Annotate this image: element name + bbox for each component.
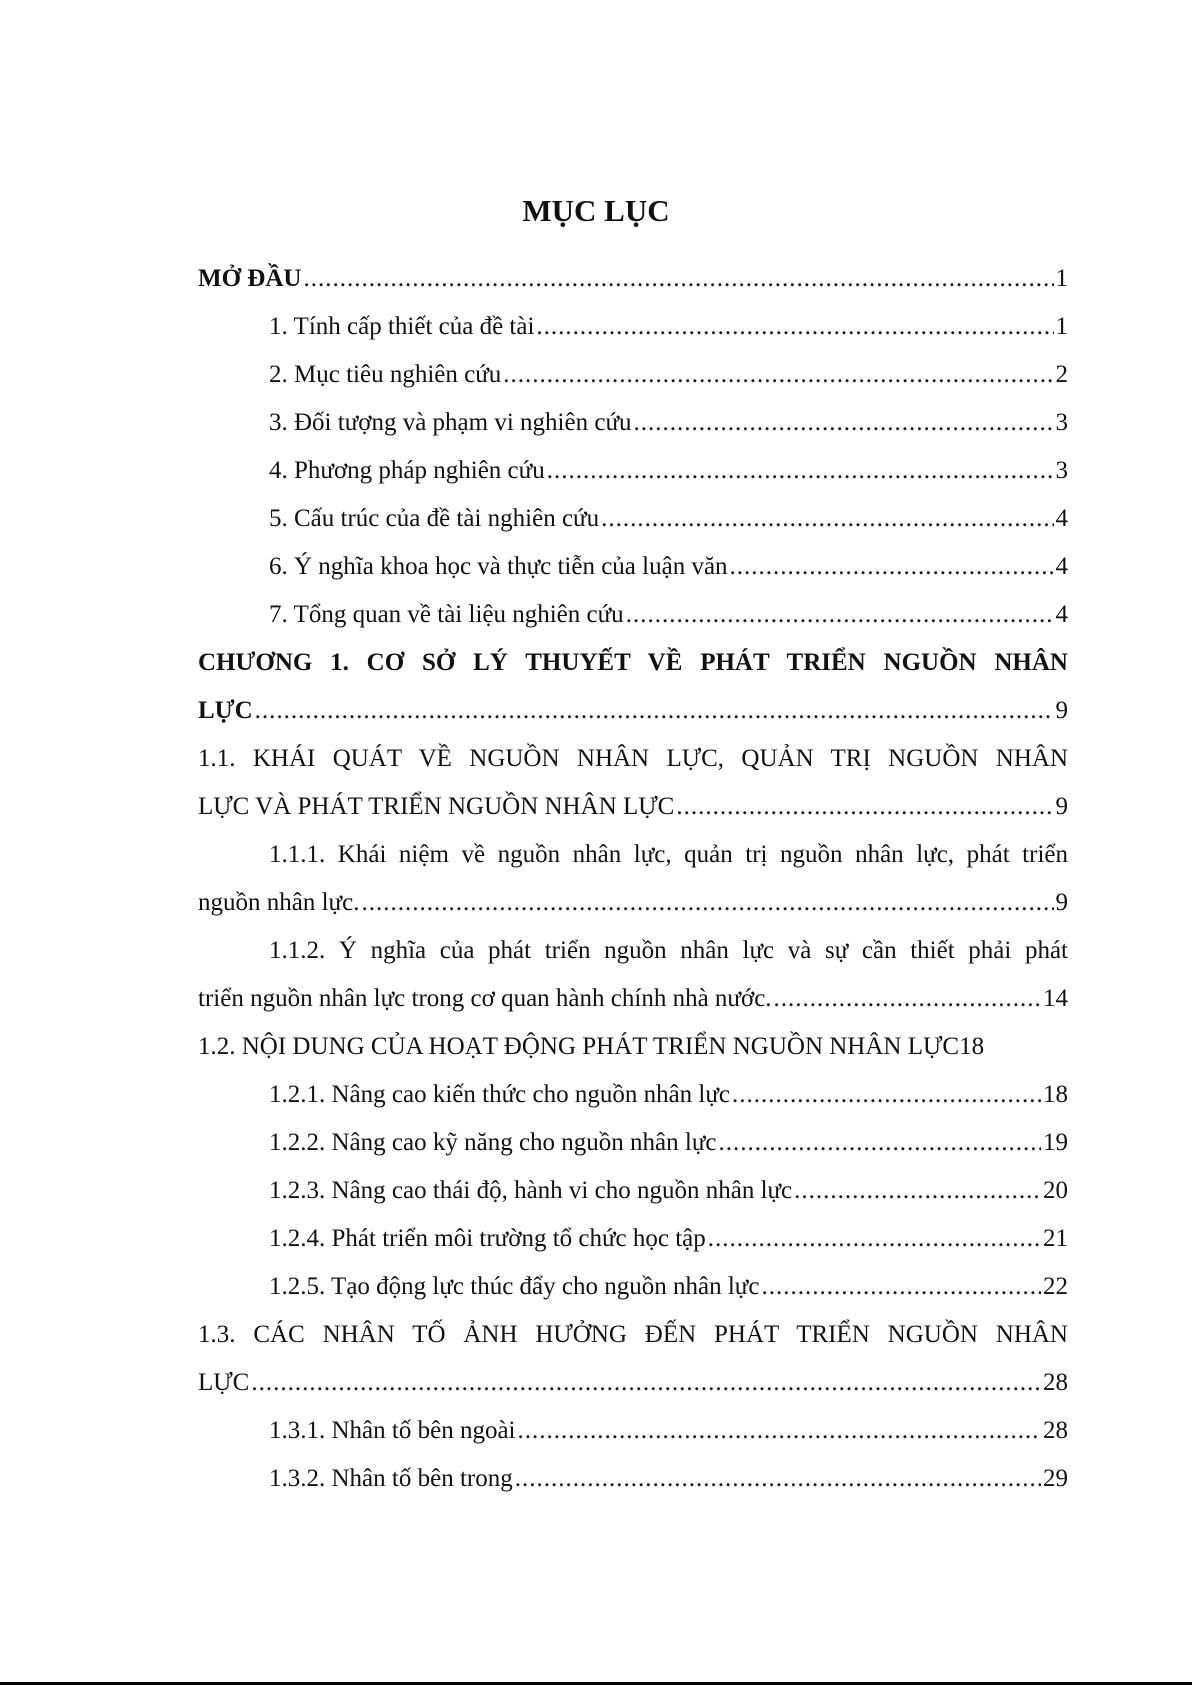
page-title: MỤC LỤC [522, 193, 670, 228]
toc-entry-text: 1.1.2. Ý nghĩa của phát triển nguồn nhân lực và sự cần thiết phải phát [269, 937, 1068, 964]
toc-page-number: 29 [1043, 1465, 1068, 1492]
toc-page-number: 28 [1043, 1369, 1068, 1396]
toc-entry[interactable] [198, 1014, 1068, 1062]
toc-entry-second-line[interactable] [198, 966, 1068, 1014]
toc-entry[interactable] [198, 390, 1068, 438]
dot-leader [517, 1416, 1041, 1446]
toc-entry-text: 5. Cấu trúc của đề tài nghiên cứu [269, 505, 600, 532]
toc-entry[interactable] [198, 294, 1068, 342]
toc-entry-text: 3. Đối tượng và phạm vi nghiên cứu [269, 409, 632, 436]
toc-entry-text: 1.2.2. Nâng cao kỹ năng cho nguồn nhân lực [269, 1129, 717, 1156]
dot-leader [794, 1176, 1041, 1206]
toc-page-number: 18 [1043, 1081, 1068, 1108]
toc-entry-text: 1.2.1. Nâng cao kiến thức cho nguồn nhân lực [269, 1081, 731, 1108]
dot-leader [761, 1272, 1041, 1302]
toc-entry-second-line[interactable] [198, 774, 1068, 822]
toc-page-number: 1 [1055, 265, 1068, 292]
toc-page-number: 14 [1043, 985, 1068, 1012]
toc-entry-text: 1.2. NỘI DUNG CỦA HOẠT ĐỘNG PHÁT TRIỂN NGUỒN NHÂN LỰC [198, 1033, 960, 1060]
toc-page-number: 3 [1055, 409, 1068, 436]
toc-entry-text: MỞ ĐẦU [198, 265, 302, 292]
toc-entry-second-line[interactable] [198, 678, 1068, 726]
dot-leader [634, 408, 1054, 438]
toc-page-number: 18 [959, 1033, 985, 1060]
toc-entry[interactable] [198, 438, 1068, 486]
toc-page-number: 9 [1055, 793, 1068, 820]
toc-entry-second-line[interactable] [198, 1350, 1068, 1398]
toc-entry-text: 6. Ý nghĩa khoa học và thực tiễn của luận văn [269, 553, 728, 580]
dot-leader [503, 360, 1053, 390]
dot-leader [730, 552, 1054, 582]
dot-leader [601, 504, 1053, 534]
toc-entry[interactable] [198, 1254, 1068, 1302]
toc-entry-text: 1.2.5. Tạo động lực thúc đẩy cho nguồn nhân lực [269, 1273, 760, 1300]
toc-entry-text: 4. Phương pháp nghiên cứu [269, 457, 545, 484]
dot-leader [708, 1224, 1041, 1254]
toc-entry-first-line[interactable] [198, 1302, 1068, 1350]
toc-entry-text: triển nguồn nhân lực trong cơ quan hành chính nhà nước. [198, 985, 772, 1012]
toc-entry-text: 1.3.2. Nhân tố bên trong [269, 1465, 513, 1492]
toc-entry-text: LỰC [198, 697, 253, 724]
toc-page-number: 1 [1055, 313, 1068, 340]
toc-entry[interactable] [198, 1206, 1068, 1254]
toc-entry-text: 1.2.3. Nâng cao thái độ, hành vi cho nguồn nhân lực [269, 1177, 793, 1204]
toc-page-number: 28 [1043, 1417, 1068, 1444]
toc-entry-first-line[interactable] [198, 918, 1068, 966]
toc-entry[interactable] [198, 486, 1068, 534]
toc-page-number: 9 [1055, 697, 1068, 724]
toc-entry[interactable] [198, 582, 1068, 630]
toc-page-number: 21 [1043, 1225, 1068, 1252]
toc-entry-text: 1.3.1. Nhân tố bên ngoài [269, 1417, 516, 1444]
dot-leader [774, 984, 1041, 1014]
toc-entry[interactable] [198, 246, 1068, 294]
toc-page-number: 4 [1055, 505, 1068, 532]
toc-entry-text: nguồn nhân lực. [198, 889, 360, 916]
dot-leader [547, 456, 1054, 486]
dot-leader [718, 1128, 1041, 1158]
toc-entry[interactable] [198, 1110, 1068, 1158]
toc-page-number: 22 [1043, 1273, 1068, 1300]
toc-entry-text: 1. Tính cấp thiết của đề tài [269, 313, 535, 340]
dot-leader [676, 792, 1053, 822]
dot-leader [515, 1464, 1041, 1494]
toc-page-number: 2 [1055, 361, 1068, 388]
toc-entry[interactable] [198, 342, 1068, 390]
toc-entry-second-line[interactable] [198, 870, 1068, 918]
dot-leader [626, 600, 1054, 630]
dot-leader [255, 696, 1054, 726]
toc-entry-text: 2. Mục tiêu nghiên cứu [269, 361, 502, 388]
toc-entry[interactable] [198, 1062, 1068, 1110]
toc-entry-text: LỰC [198, 1369, 250, 1396]
dot-leader [251, 1368, 1041, 1398]
toc-entry-text: LỰC VÀ PHÁT TRIỂN NGUỒN NHÂN LỰC [198, 793, 675, 820]
toc-entry[interactable] [198, 534, 1068, 582]
toc-entry[interactable] [198, 1446, 1068, 1494]
table-of-contents [198, 246, 1068, 1494]
toc-entry-text: CHƯƠNG 1. CƠ SỞ LÝ THUYẾT VỀ PHÁT TRIỂN NGUỒN NHÂN [198, 649, 1068, 676]
dot-leader [303, 264, 1053, 294]
dot-leader [361, 888, 1053, 918]
toc-entry[interactable] [198, 1398, 1068, 1446]
toc-entry[interactable] [198, 1158, 1068, 1206]
toc-entry-first-line[interactable] [198, 726, 1068, 774]
dot-leader [732, 1080, 1041, 1110]
toc-page-number: 4 [1055, 553, 1068, 580]
toc-page-number: 3 [1055, 457, 1068, 484]
dot-leader [536, 312, 1053, 342]
toc-page-number: 20 [1043, 1177, 1068, 1204]
toc-page-number: 9 [1055, 889, 1068, 916]
toc-entry-text: 1.2.4. Phát triển môi trường tổ chức học tập [269, 1225, 706, 1252]
toc-entry-first-line[interactable] [198, 822, 1068, 870]
toc-entry-text: 7. Tổng quan về tài liệu nghiên cứu [269, 601, 624, 628]
toc-entry-text: 1.3. CÁC NHÂN TỐ ẢNH HƯỞNG ĐẾN PHÁT TRIỂN NGUỒN NHÂN [198, 1321, 1068, 1348]
toc-entry-text: 1.1.1. Khái niệm về nguồn nhân lực, quản trị nguồn nhân lực, phát triển [269, 841, 1068, 868]
toc-entry-text: 1.1. KHÁI QUÁT VỀ NGUỒN NHÂN LỰC, QUẢN TRỊ NGUỒN NHÂN [198, 745, 1068, 772]
toc-entry-first-line[interactable] [198, 630, 1068, 678]
toc-page-number: 4 [1055, 601, 1068, 628]
toc-page-number: 19 [1043, 1129, 1068, 1156]
